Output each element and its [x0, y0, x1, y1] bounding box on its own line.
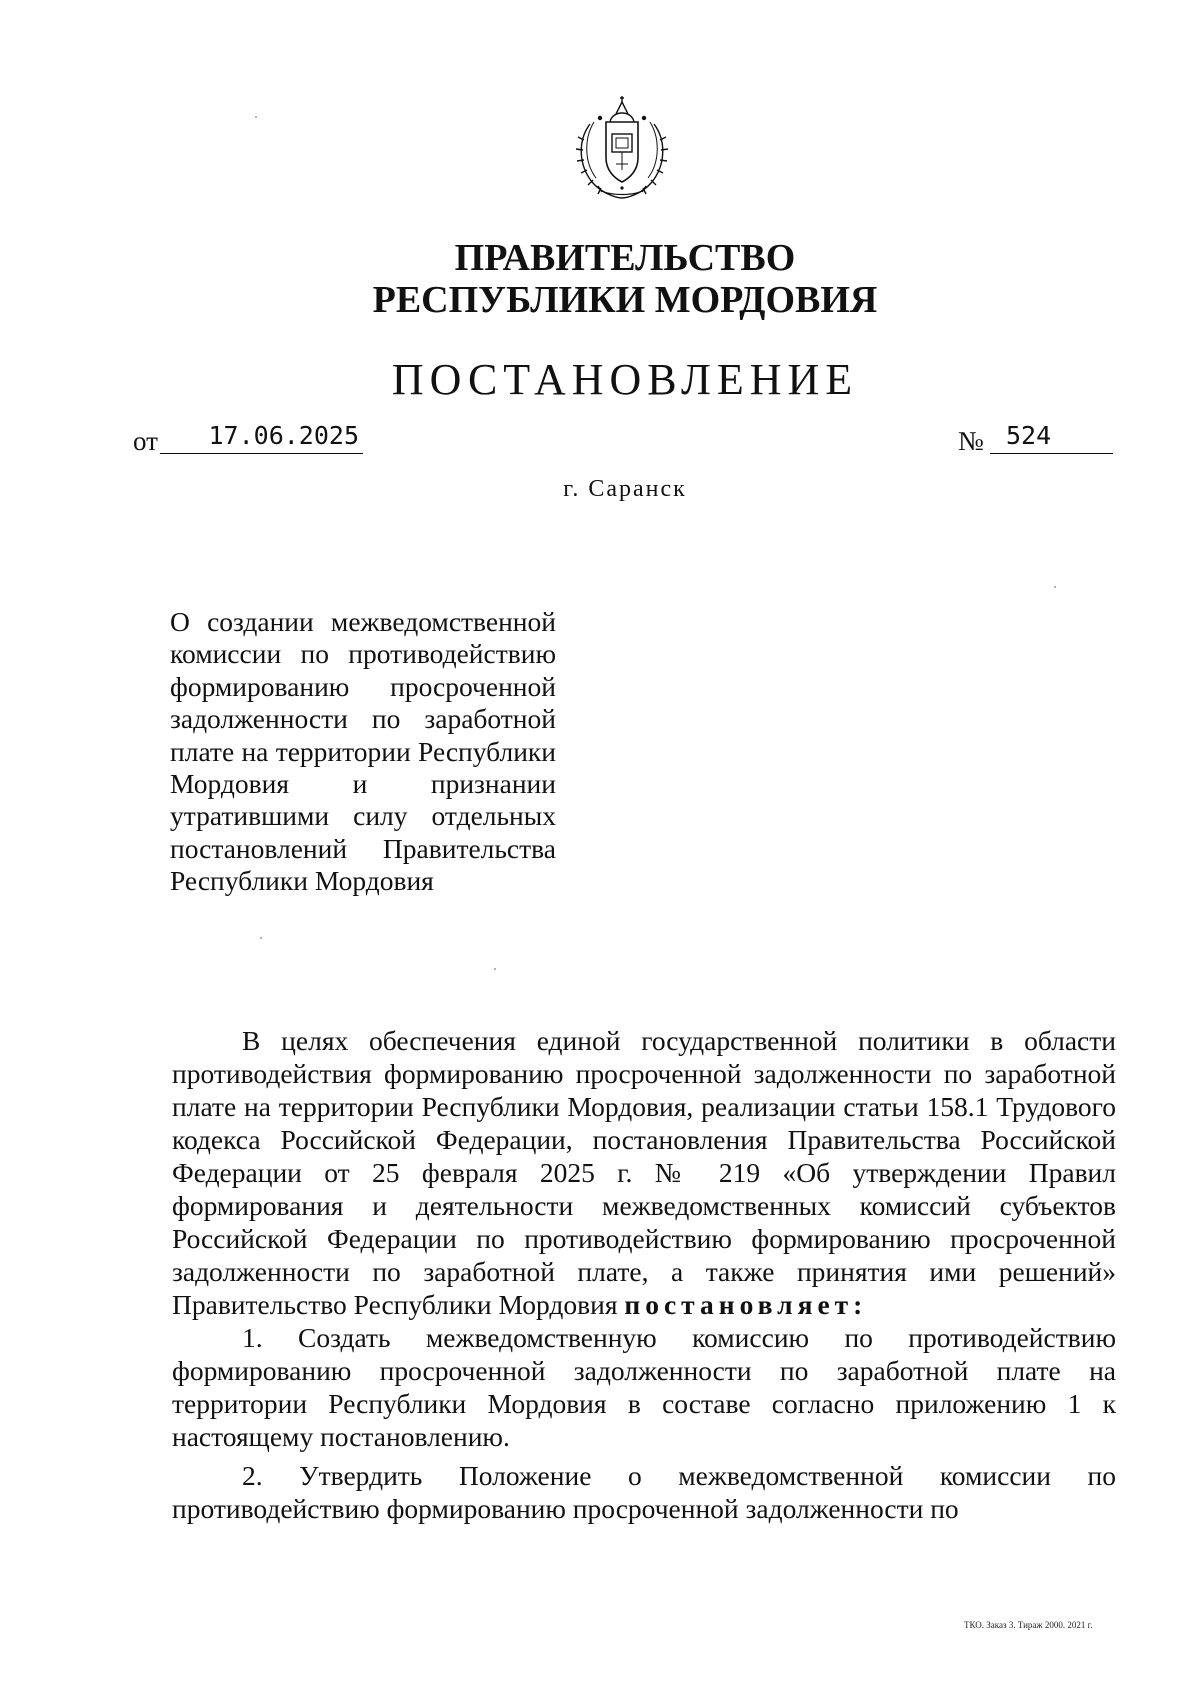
preamble-text: В целях обеспечения единой государственной политики в области противодействия формированию просроченной задолженности по заработной плате на территории Республики Мордовия, реализации статьи 158.1 Трудового кодекса Российской Федерации, постановления Правительства Российской Федерации от 25 февраля 2025 г. № 219 «Об утверждении Правил формирования и деятельности межведомственных комиссий субъектов Российской Федерации по противодействию формированию просроченной задолженности по заработной плате, а также принятия ими решений» Правительство Республики Мордовия	[172, 1025, 1116, 1320]
issue-city: г. Саранск	[563, 476, 687, 502]
document-number: 524	[990, 422, 1113, 454]
document-subject: О создании межведомственной комиссии по противодействию формированию просроченной задолженности по заработной плате на территории Республики Мордовия и признании утратившими силу отдельных постановлений Правительства Республики Мордовия	[170, 606, 556, 897]
number-label: №	[958, 426, 984, 456]
document-type: ПОСТАНОВЛЕНИЕ	[391, 355, 859, 404]
scan-speck	[260, 937, 262, 939]
coat-of-arms-icon	[570, 92, 674, 204]
scan-speck	[1054, 586, 1056, 588]
decree-word: постановляет:	[624, 1289, 868, 1320]
preamble-paragraph	[172, 1024, 1116, 1321]
date-label: от	[133, 426, 158, 456]
item-1: 1. Создать межведомственную комиссию по противодействию формированию просроченной задолженности по заработной плате на территории Республики Мордовия в составе согласно приложению 1 к настоящему постановлению.	[172, 1322, 1116, 1452]
item-2: 2. Утвердить Положение о межведомственной комиссии по противодействию формированию просроченной задолженности по	[172, 1460, 1116, 1524]
scan-speck	[255, 116, 257, 118]
print-imprint: ТКО. Заказ 3. Тираж 2000. 2021 г.	[964, 1620, 1093, 1630]
scan-speck	[494, 968, 496, 970]
document-date: 17.06.2025	[160, 422, 363, 454]
document-body	[172, 1024, 1116, 1525]
org-name-line1: ПРАВИТЕЛЬСТВО	[454, 237, 796, 279]
org-name-line2: РЕСПУБЛИКИ МОРДОВИЯ	[372, 279, 878, 321]
